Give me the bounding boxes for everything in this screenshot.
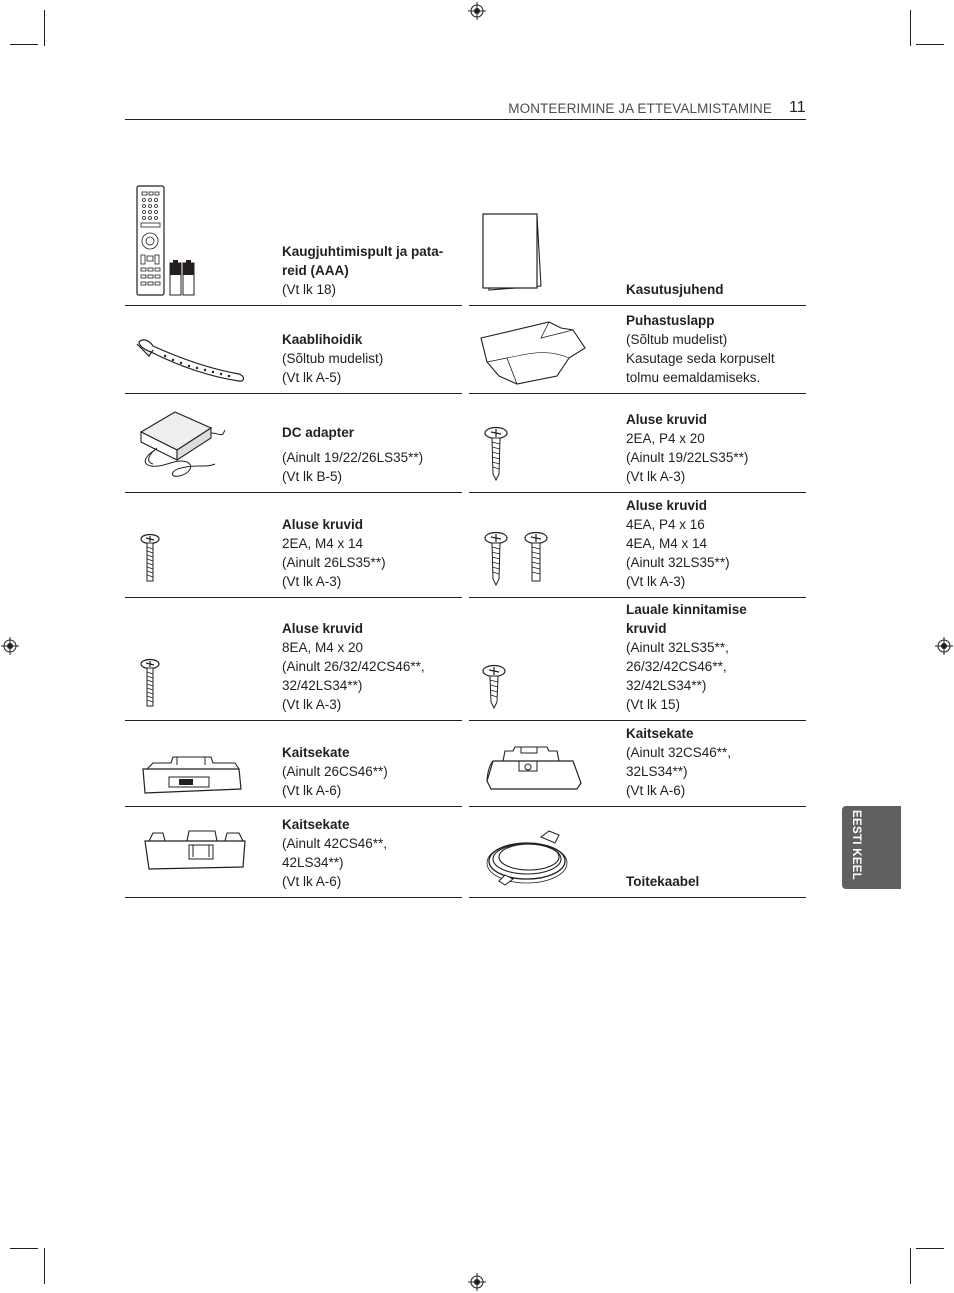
accessory-item xyxy=(469,721,806,807)
item-text xyxy=(282,815,462,891)
item-text xyxy=(626,496,806,591)
item-details: 2EA, M4 x 14 (Ainult 26LS35**) (Vt lk A-3) xyxy=(282,536,386,589)
item-title: Kaablihoidik xyxy=(282,332,363,347)
item-title: Aluse kruvid xyxy=(626,412,708,427)
header-rule xyxy=(125,119,806,120)
item-details: 2EA, P4 x 20 (Ainult 19/22LS35**) (Vt lk A-3) xyxy=(626,431,749,484)
item-text xyxy=(282,743,462,800)
crop-mark xyxy=(916,44,944,45)
item-title: Kaugjuhtimispult ja pata- reid (AAA) xyxy=(282,244,444,278)
page-number: 11 xyxy=(789,99,806,116)
screw-icon xyxy=(469,598,619,720)
item-text xyxy=(626,872,806,891)
crop-mark xyxy=(910,1248,911,1284)
remote-control-batteries-icon xyxy=(125,182,275,305)
item-details: (Ainult 32CS46**, 32LS34**) (Vt lk A-6) xyxy=(626,745,732,798)
accessory-item xyxy=(125,394,462,493)
item-text xyxy=(282,330,462,387)
accessory-item xyxy=(469,182,806,306)
item-text xyxy=(626,311,806,387)
crop-mark xyxy=(916,1248,944,1249)
item-details: (Ainult 32LS35**, 26/32/42CS46**, 32/42LS34**) (Vt lk 15) xyxy=(626,640,729,712)
item-text xyxy=(626,280,806,299)
power-cord-icon xyxy=(469,807,619,897)
item-text xyxy=(626,410,806,486)
accessory-item xyxy=(469,807,806,898)
crop-mark xyxy=(44,10,45,46)
registration-mark-icon xyxy=(468,1273,486,1291)
item-details: (Sõltub mudelist) (Vt lk A-5) xyxy=(282,351,384,385)
item-details: 4EA, P4 x 16 4EA, M4 x 14 (Ainult 32LS35**) (Vt lk A-3) xyxy=(626,517,730,589)
protective-cover-icon xyxy=(125,807,275,897)
item-details: (Sõltub mudelist) Kasutage seda korpuselt tolmu eemaldamiseks. xyxy=(626,332,775,385)
section-title: MONTEERIMINE JA ETTEVALMISTAMINE xyxy=(508,101,772,116)
item-text xyxy=(282,423,462,486)
accessory-item xyxy=(125,598,462,721)
manual-book-icon xyxy=(469,182,619,305)
screw-icon xyxy=(125,598,275,720)
registration-mark-icon xyxy=(935,637,953,655)
item-text xyxy=(282,619,462,714)
registration-mark-icon xyxy=(468,2,486,20)
accessory-item xyxy=(469,493,806,598)
protective-cover-icon xyxy=(125,721,275,806)
item-details: (Ainult 19/22/26LS35**) (Vt lk B-5) xyxy=(282,450,424,484)
item-title: DC adapter xyxy=(282,425,355,440)
language-tab xyxy=(842,806,901,889)
crop-mark xyxy=(10,1248,38,1249)
language-tab-label: EESTI KEEL xyxy=(850,810,862,881)
item-title: Kaitsekate xyxy=(282,745,350,760)
item-title: Kaitsekate xyxy=(626,726,694,741)
item-details: (Ainult 42CS46**, 42LS34**) (Vt lk A-6) xyxy=(282,836,388,889)
crop-mark xyxy=(910,10,911,46)
item-details: 8EA, M4 x 20 (Ainult 26/32/42CS46**, 32/42LS34**) (Vt lk A-3) xyxy=(282,640,425,712)
item-title: Puhastuslapp xyxy=(626,313,715,328)
protective-cover-icon xyxy=(469,721,619,806)
dc-adapter-icon xyxy=(125,394,275,492)
cleaning-cloth-icon xyxy=(469,306,619,393)
item-title: Aluse kruvid xyxy=(282,621,364,636)
accessory-item xyxy=(125,721,462,807)
item-text xyxy=(626,600,806,714)
accessory-item xyxy=(469,598,806,721)
accessory-item xyxy=(125,306,462,394)
item-title: Kasutusjuhend xyxy=(626,282,724,297)
item-title: Kaitsekate xyxy=(282,817,350,832)
screw-icon xyxy=(469,394,619,492)
item-title: Toitekaabel xyxy=(626,874,700,889)
crop-mark xyxy=(44,1248,45,1284)
item-text xyxy=(282,242,462,299)
crop-mark xyxy=(10,44,38,45)
screw-pair-icon xyxy=(469,493,619,597)
item-title: Lauale kinnitamise kruvid xyxy=(626,602,747,636)
accessory-item xyxy=(125,493,462,598)
accessory-item xyxy=(125,807,462,898)
item-text xyxy=(626,724,806,800)
item-title: Aluse kruvid xyxy=(282,517,364,532)
screw-icon xyxy=(125,493,275,597)
accessory-item xyxy=(125,182,462,306)
item-title: Aluse kruvid xyxy=(626,498,708,513)
item-text xyxy=(282,515,462,591)
cable-holder-icon xyxy=(125,306,275,393)
accessory-item xyxy=(469,394,806,493)
item-details: (Vt lk 18) xyxy=(282,282,337,297)
item-details: (Ainult 26CS46**) (Vt lk A-6) xyxy=(282,764,388,798)
registration-mark-icon xyxy=(1,637,19,655)
accessory-item xyxy=(469,306,806,394)
